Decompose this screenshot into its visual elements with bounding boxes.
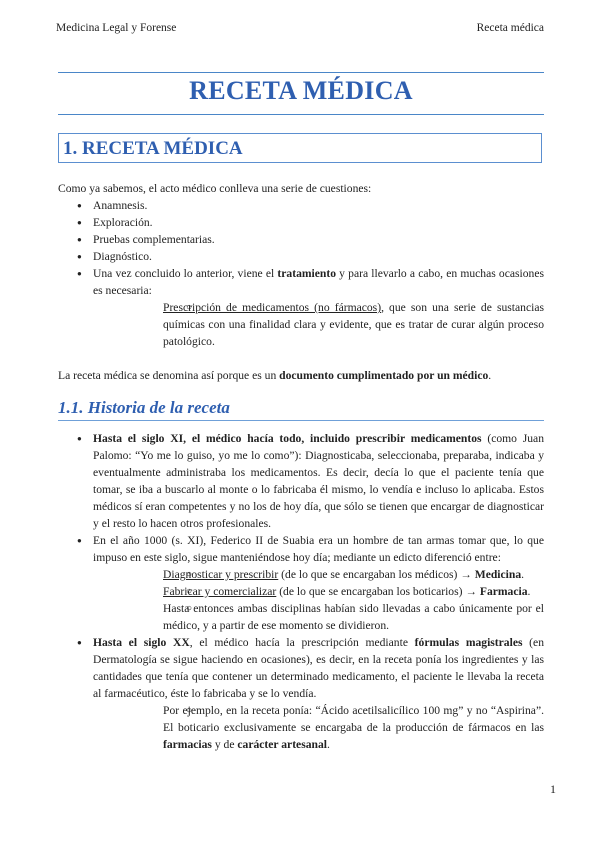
text: En el año 1000 (s. XI), Federico II de Suabia era un hombre de tan armas tomar que, lo que impuso en este siglo, sigue manteniéndose hoy día; mediante un edicto diferenció entre:: [93, 534, 544, 564]
bold-text: Medicina: [474, 568, 522, 581]
title-rule-bottom: [58, 114, 544, 115]
sub-list-item: [128, 566, 544, 583]
list-item: ● Diagnóstico.: [58, 248, 544, 265]
bold-text: farmacias: [163, 738, 212, 751]
text: .: [521, 568, 525, 581]
list-item: ● Pruebas complementarias.: [58, 231, 544, 248]
list-item: [58, 265, 544, 350]
section-heading: 1. RECETA MÉDICA: [63, 138, 243, 159]
definition-paragraph: [58, 367, 544, 384]
section2-body: [58, 430, 544, 753]
text: y de: [211, 738, 238, 751]
intro-paragraph: Como ya sabemos, el acto médico conlleva una serie de cuestiones:: [58, 182, 372, 195]
bold-text: fórmulas magistrales: [414, 636, 523, 649]
bold-text: Farmacia: [479, 585, 528, 598]
text: (en Dermatología se sigue haciendo en ocasiones), es decir, en la receta ponía los ingredientes y las cantidades que tenía que contener un determinado medicamento, el paciente le llevaba la receta al farmacéutico, éste lo fabricaba y se lo vendía.: [93, 636, 544, 700]
list-item: [58, 634, 544, 753]
text: , que son una serie de sustancias químicas con una finalidad clara y evidente, que es tratar de curar algún proceso patológico.: [163, 301, 544, 348]
list-item: [58, 532, 544, 634]
text: .: [326, 738, 330, 751]
text: Por ejemplo, en la receta ponía: “Ácido acetilsalicílico 100 mg” y no “Aspirina”. El boticario exclusivamente se encargaba de la producción de fármacos en las: [163, 704, 544, 734]
text: .: [527, 585, 531, 598]
text: (de lo que se encargaban los médicos) →: [278, 568, 475, 581]
underlined-text: Prescripción de medicamentos (no fármacos): [163, 301, 382, 314]
sub-list-item: ○ Hasta entonces ambas disciplinas habían sido llevadas a cabo únicamente por el médico, y a partir de ese momento se dividieron.: [128, 600, 544, 634]
underlined-text: Fabricar y comercializar: [163, 585, 277, 598]
header-right: Receta médica: [476, 22, 544, 34]
text: , el médico hacía la prescripción mediante: [189, 636, 415, 649]
text: (como Juan Palomo: “Yo me lo guiso, yo me lo como”): Diagnosticaba, seleccionaba, preparaba, indicaba y eventualmente administraba los medicamentos. Es decir, decía lo que el paciente tenía que tomar, se iba a buscarlo al monte o lo fabricaba él mismo, lo vendía e incluso lo aplicaba. Estos médicos sí eran competentes y no los de hoy día, que sólo se tienen que encargar de diagnosticar y el resto lo hacen otros profesionales.: [93, 432, 545, 530]
page-number: 1: [550, 782, 556, 796]
text: (de lo que se encargaban los boticarios) →: [276, 585, 480, 598]
sub-list-item: [128, 583, 544, 600]
bold-text: Hasta el siglo XI, el médico hacía todo, incluido prescribir medicamentos: [93, 432, 482, 445]
list-item: ● Anamnesis.: [58, 197, 544, 214]
bold-text: tratamiento: [277, 267, 336, 280]
historia-list: [58, 430, 544, 753]
title-rule-top: [58, 72, 544, 73]
bold-text: documento cumplimentado por un médico: [279, 369, 489, 382]
subsection-heading: 1.1. Historia de la receta: [58, 398, 230, 417]
header-left: Medicina Legal y Forense: [56, 22, 177, 34]
page-title: RECETA MÉDICA: [189, 76, 413, 105]
sub-list-item: [128, 299, 544, 350]
text: y para llevarlo a cabo, en muchas ocasiones es necesaria:: [93, 267, 544, 297]
text: .: [488, 369, 492, 382]
text: La receta médica se denomina así porque es un: [58, 369, 280, 382]
list-item: ● Exploración.: [58, 214, 544, 231]
sub-list-item: [128, 702, 544, 753]
section1-body: [58, 180, 544, 384]
underlined-text: Diagnosticar y prescribir: [163, 568, 279, 581]
bold-text: carácter artesanal: [237, 738, 327, 751]
text: Una vez concluido lo anterior, viene el: [93, 267, 278, 280]
list-item: [58, 430, 544, 532]
subsection-rule: [58, 420, 544, 421]
section-heading-box: [58, 133, 542, 163]
cuestiones-list: [58, 197, 544, 350]
bold-text: Hasta el siglo XX: [93, 636, 190, 649]
